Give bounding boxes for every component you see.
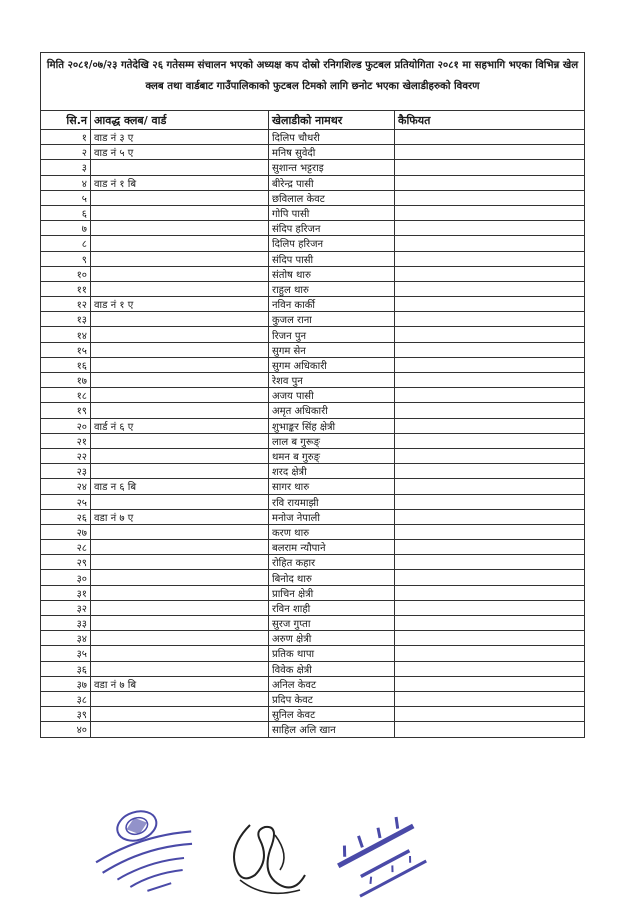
row-remarks [395,524,585,539]
row-remarks [395,373,585,388]
table-row [41,327,585,342]
row-player: साहिल अलि खान [269,722,395,737]
table-row [41,540,585,555]
row-sn: २२ [41,448,91,463]
row-remarks [395,631,585,646]
row-player: प्रतिक थापा [269,646,395,661]
row-remarks [395,236,585,251]
row-sn: ३२ [41,600,91,615]
row-club [91,570,269,585]
table-row [41,707,585,722]
row-club: वडा नं ७ ए [91,509,269,524]
row-remarks [395,661,585,676]
row-remarks [395,448,585,463]
row-player: रविन शाही [269,600,395,615]
table-row [41,221,585,236]
table-row [41,433,585,448]
table-row [41,600,585,615]
table-row [41,691,585,706]
row-club [91,707,269,722]
row-remarks [395,707,585,722]
row-club [91,433,269,448]
table-row [41,631,585,646]
row-remarks [395,600,585,615]
row-club: वाड न ६ बि [91,479,269,494]
row-player: दिलिप चौधरी [269,130,395,145]
row-club [91,281,269,296]
row-sn: ३७ [41,676,91,691]
row-player: थमन ब गुरुङ् [269,448,395,463]
row-sn: ३८ [41,691,91,706]
document-title: मिति २०८१/०७/२३ गतेदेखि २६ गतेसम्म संचालन भएको अध्यक्ष कप दोस्रो रनिगशिल्ड फुटबल प्रतियोगिता २०८१ मा सहभागि भएका विभिन्न खेल क्लब तथा वार्डबाट गाउँपालिकाको फुटबल टिमको लागि छनोट भएका खेलाडीहरुको विवरण [40,52,585,110]
table-row [41,722,585,737]
row-club [91,524,269,539]
row-remarks [395,509,585,524]
row-club [91,631,269,646]
row-club [91,403,269,418]
table-row [41,676,585,691]
row-club: वाड नं ३ ए [91,130,269,145]
row-remarks [395,616,585,631]
row-sn: ३४ [41,631,91,646]
table-row [41,524,585,539]
row-club [91,448,269,463]
row-remarks [395,676,585,691]
row-player: शरद क्षेत्री [269,464,395,479]
row-player: छविलाल केवट [269,190,395,205]
row-remarks [395,433,585,448]
header-remarks: कैफियत [395,111,585,130]
row-club [91,722,269,737]
row-club: वडा नं ७ बि [91,676,269,691]
row-club [91,266,269,281]
header-sn: सि.न [41,111,91,130]
row-club [91,190,269,205]
row-remarks [395,297,585,312]
table-row [41,312,585,327]
row-remarks [395,130,585,145]
row-sn: ३३ [41,616,91,631]
row-club [91,388,269,403]
row-club [91,312,269,327]
row-player: मनिष सुवेदी [269,145,395,160]
row-player: बलराम न्यौपाने [269,540,395,555]
row-remarks [395,555,585,570]
row-club: वाड नं १ बि [91,175,269,190]
row-player: संतोष थारु [269,266,395,281]
row-sn: १९ [41,403,91,418]
row-player: नविन कार्की [269,297,395,312]
row-sn: १३ [41,312,91,327]
row-player: बीरेन्द्र पासी [269,175,395,190]
row-player: प्रदिप केवट [269,691,395,706]
row-sn: १ [41,130,91,145]
row-player: कुजल राना [269,312,395,327]
row-sn: ३ [41,160,91,175]
row-player: रिजन पुन [269,327,395,342]
row-player: सुगम सेन [269,342,395,357]
row-remarks [395,205,585,220]
table-row [41,175,585,190]
row-club [91,327,269,342]
table-row [41,388,585,403]
row-sn: ४ [41,175,91,190]
header-player: खेलाडीको नामथर [269,111,395,130]
row-player: सुनिल केवट [269,707,395,722]
table-row [41,266,585,281]
row-sn: २० [41,418,91,433]
row-club [91,342,269,357]
row-club [91,357,269,372]
table-row [41,646,585,661]
row-sn: १४ [41,327,91,342]
table-row [41,479,585,494]
row-remarks [395,691,585,706]
row-player: सागर थारु [269,479,395,494]
row-remarks [395,357,585,372]
row-player: दिलिप हरिजन [269,236,395,251]
row-player: सुरज गुप्ता [269,616,395,631]
row-player: गोपि पासी [269,205,395,220]
row-remarks [395,327,585,342]
row-club [91,205,269,220]
row-club [91,464,269,479]
row-player: अरुण क्षेत्री [269,631,395,646]
row-remarks [395,418,585,433]
row-remarks [395,722,585,737]
row-player: विवेक क्षेत्री [269,661,395,676]
row-player: अजय पासी [269,388,395,403]
row-club [91,691,269,706]
row-player: अमृत अधिकारी [269,403,395,418]
table-row [41,494,585,509]
row-club [91,373,269,388]
row-remarks [395,388,585,403]
name-designation-stamp [330,808,440,908]
row-club [91,251,269,266]
row-remarks [395,540,585,555]
row-remarks [395,479,585,494]
header-club: आवद्ध क्लब/ वार्ड [91,111,269,130]
row-club [91,646,269,661]
row-remarks [395,281,585,296]
row-club [91,221,269,236]
table-row [41,251,585,266]
row-remarks [395,145,585,160]
table-row [41,297,585,312]
row-player: अनिल केवट [269,676,395,691]
row-club [91,616,269,631]
row-club: वाड नं १ ए [91,297,269,312]
row-remarks [395,175,585,190]
row-remarks [395,221,585,236]
table-row [41,145,585,160]
row-player: प्राचिन क्षेत्री [269,585,395,600]
table-row [41,509,585,524]
table-row [41,190,585,205]
row-player: रोहित कहार [269,555,395,570]
row-remarks [395,585,585,600]
row-player: मनोज नेपाली [269,509,395,524]
table-row [41,373,585,388]
table-row [41,236,585,251]
row-sn: १५ [41,342,91,357]
row-remarks [395,570,585,585]
table-row [41,281,585,296]
table-row [41,357,585,372]
row-player: बिनोद थारु [269,570,395,585]
row-sn: २१ [41,433,91,448]
row-sn: २ [41,145,91,160]
row-club [91,600,269,615]
row-sn: ४० [41,722,91,737]
row-sn: १७ [41,373,91,388]
row-player: राहुल थारु [269,281,395,296]
row-sn: ३९ [41,707,91,722]
row-player: रवि रायमाझी [269,494,395,509]
row-sn: ९ [41,251,91,266]
table-row [41,555,585,570]
row-sn: ८ [41,236,91,251]
table-row [41,464,585,479]
table-row [41,448,585,463]
signature-scribble [210,805,330,905]
row-remarks [395,342,585,357]
row-club [91,661,269,676]
player-table [40,110,585,738]
table-row [41,342,585,357]
row-sn: २५ [41,494,91,509]
table-row [41,160,585,175]
row-sn: १६ [41,357,91,372]
row-sn: १० [41,266,91,281]
row-club [91,160,269,175]
row-sn: २७ [41,524,91,539]
table-row [41,130,585,145]
row-player: संदिप पासी [269,251,395,266]
row-sn: ३१ [41,585,91,600]
row-club: वार्ड नं ६ ए [91,418,269,433]
row-remarks [395,266,585,281]
table-header-row [41,111,585,130]
table-row [41,661,585,676]
row-remarks [395,251,585,266]
table-row [41,403,585,418]
row-remarks [395,464,585,479]
row-sn: ३५ [41,646,91,661]
row-sn: ११ [41,281,91,296]
row-remarks [395,160,585,175]
row-club [91,585,269,600]
row-player: सुशान्त भट्टराइ [269,160,395,175]
row-remarks [395,646,585,661]
table-row [41,205,585,220]
row-sn: २४ [41,479,91,494]
row-player: शुभाङ्कर सिंह क्षेत्री [269,418,395,433]
row-player: रेशव पुन [269,373,395,388]
table-row [41,585,585,600]
row-sn: २८ [41,540,91,555]
row-remarks [395,403,585,418]
row-sn: ७ [41,221,91,236]
table-row [41,570,585,585]
row-sn: २३ [41,464,91,479]
row-remarks [395,494,585,509]
office-seal-stamp [78,795,208,895]
row-sn: ६ [41,205,91,220]
row-sn: ३६ [41,661,91,676]
row-sn: ५ [41,190,91,205]
row-club [91,236,269,251]
row-player: संदिप हरिजन [269,221,395,236]
table-row [41,418,585,433]
row-club: वाड नं ५ ए [91,145,269,160]
row-sn: २६ [41,509,91,524]
row-remarks [395,190,585,205]
row-player: करण थारु [269,524,395,539]
row-player: लाल ब गुरूङ् [269,433,395,448]
row-sn: १२ [41,297,91,312]
row-sn: २९ [41,555,91,570]
row-club [91,540,269,555]
row-player: सुगम अधिकारी [269,357,395,372]
row-sn: १८ [41,388,91,403]
row-sn: ३० [41,570,91,585]
row-club [91,555,269,570]
table-row [41,616,585,631]
row-remarks [395,312,585,327]
document-sheet [40,52,585,738]
row-club [91,494,269,509]
